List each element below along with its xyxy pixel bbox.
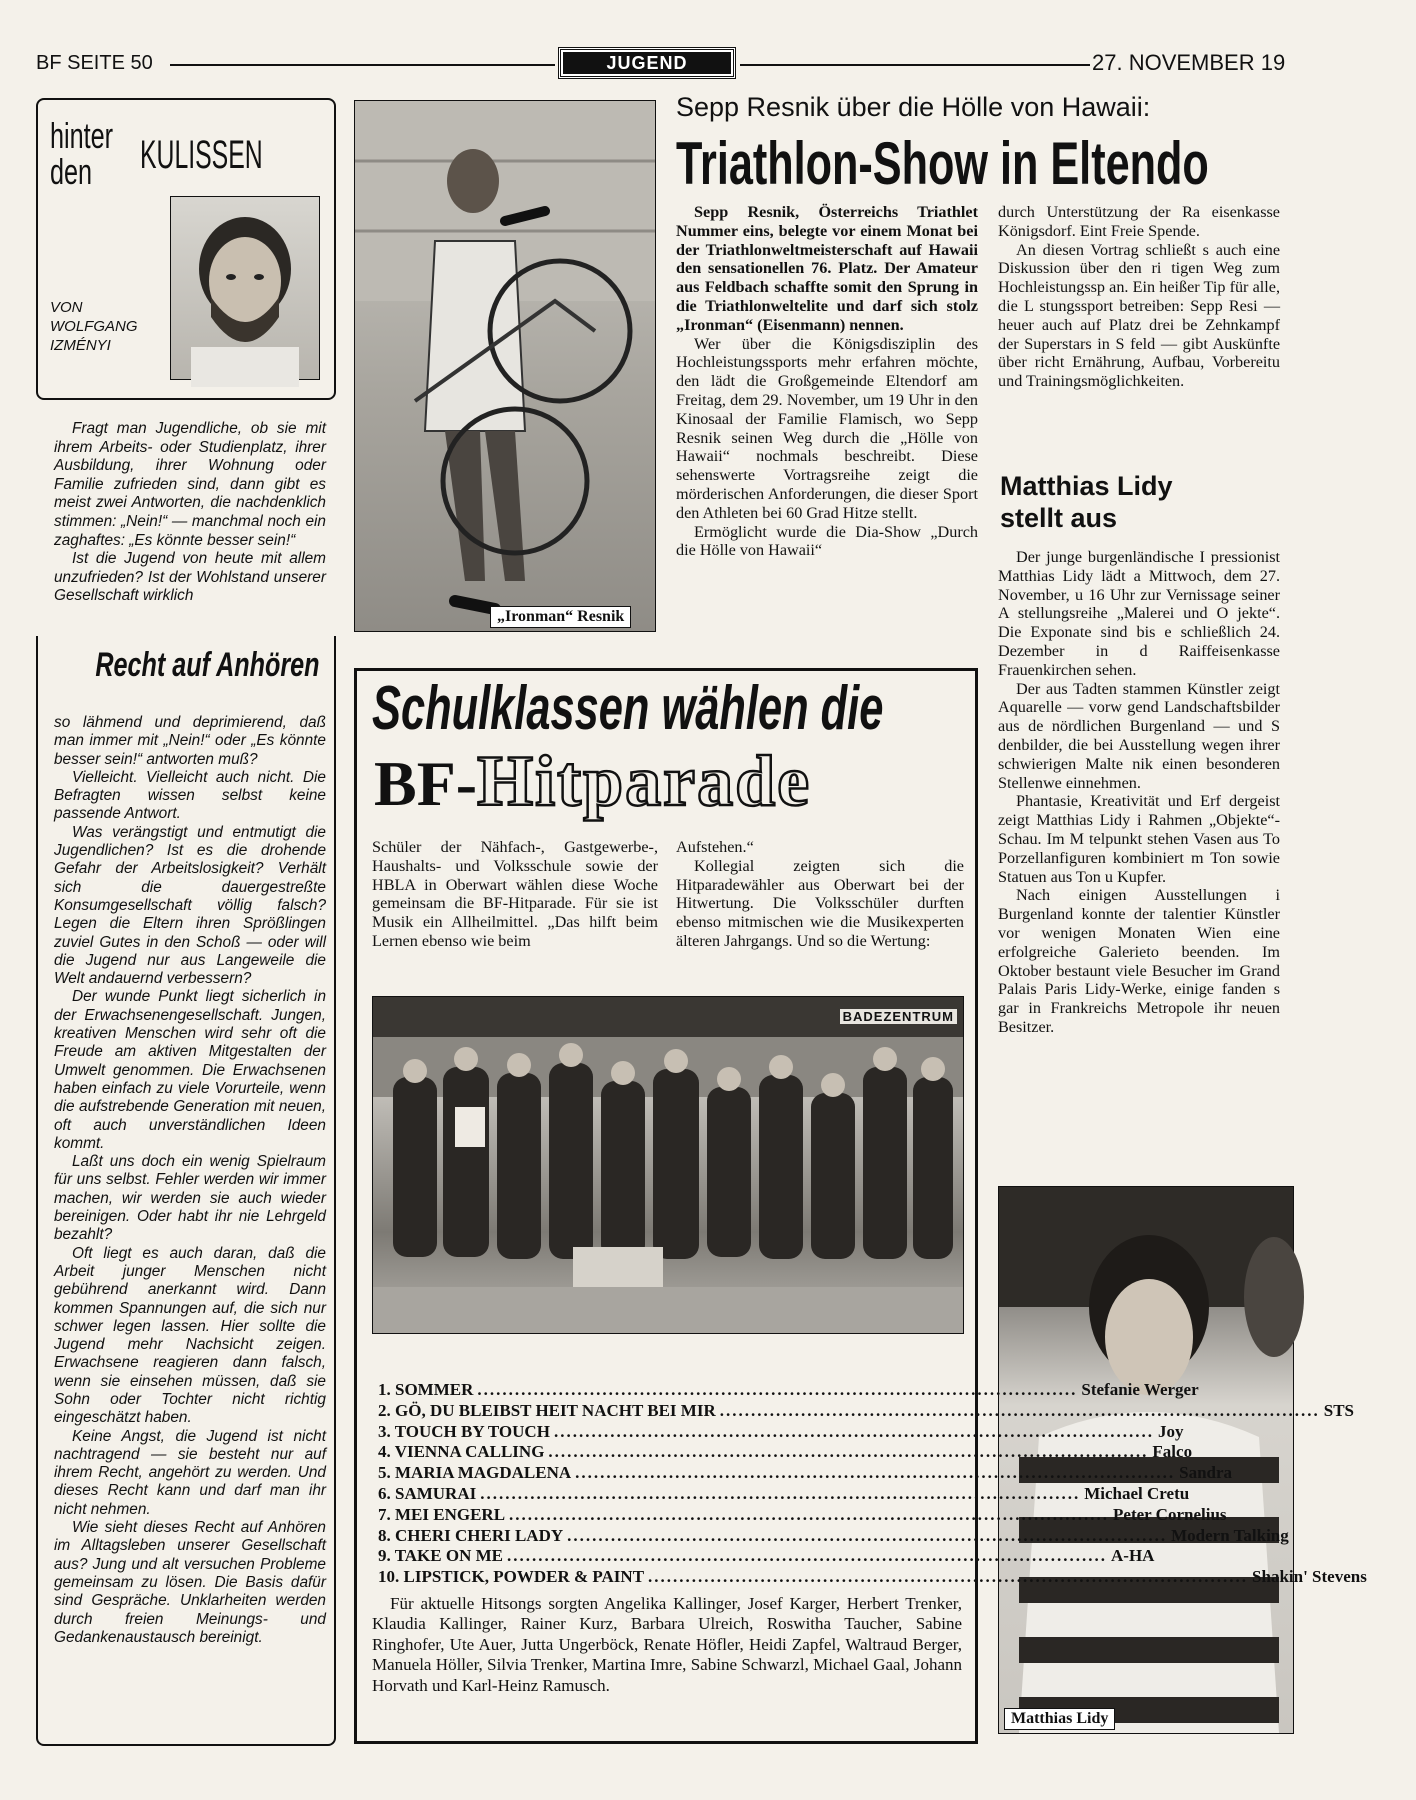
- body-para-5: Laßt uns doch ein wenig Spielraum für uns selbst. Fehler werden wir immer machen, wir werden sie auch wieder bereinigen. Oder habt ihr nie Lehrgeld bezahlt?: [54, 1153, 326, 1244]
- author-portrait-image: [171, 197, 319, 379]
- lidy-text: [998, 548, 1280, 1037]
- triathlon-col-1: [676, 203, 978, 560]
- chart-entry: [378, 1380, 1199, 1401]
- triathlon-cont-1: durch Unterstützung der Ra eisenkasse Königsdorf. Eint Freie Spende.: [998, 203, 1280, 240]
- body-para-1: so lähmend und deprimierend, daß man immer mit „Nein!“ oder „Es könnte besser sein!“ antworten muß?: [54, 714, 326, 768]
- chart-artist: STS: [1323, 1400, 1354, 1420]
- chart-entry: [378, 1483, 1190, 1505]
- chart-artist: Modern Talking: [1171, 1525, 1289, 1545]
- chart-artist: Shakin' Stevens: [1252, 1567, 1367, 1587]
- chart-artist: Falco: [1152, 1442, 1193, 1462]
- chart-leader: ................................................................................................: [507, 1546, 1107, 1566]
- chart-artist: Michael Cretu: [1084, 1483, 1190, 1503]
- chart-artist: Peter Cornelius: [1113, 1504, 1227, 1524]
- lidy-headline: [1000, 470, 1173, 534]
- chart-title: 6. SAMURAI: [378, 1483, 477, 1503]
- section-tag: [558, 47, 736, 79]
- column-author: [50, 298, 138, 355]
- column-subhead: Recht auf Anhören: [95, 646, 320, 684]
- lidy-headline-1: Matthias Lidy: [1000, 471, 1173, 501]
- schoolclass-photo: [372, 996, 964, 1334]
- chart-entry: [378, 1546, 1155, 1567]
- chart-artist: A-HA: [1111, 1546, 1155, 1566]
- hitparade-intro-2a: Aufstehen.“: [676, 838, 754, 856]
- chart-entry: [378, 1463, 1233, 1484]
- section-label: JUGEND: [563, 52, 731, 74]
- hitparade-col-1: [372, 838, 658, 951]
- hitparade-headline-2: [374, 742, 811, 823]
- column-subhead-wrap: [56, 646, 326, 685]
- chart-entry: [378, 1421, 1184, 1443]
- hitparade-bf: BF-: [374, 748, 478, 819]
- intro-para-2: Ist die Jugend von heute mit allem unzufrieden? Ist der Wohlstand unserer Gesellschaft wirklich: [54, 550, 326, 605]
- body-para-8: Wie sieht dieses Recht auf Anhören im Alltagsleben unserer Gesellschaft aus? Jung und alt versuchen Probleme gemeinsam zu lösen. Die Basis dafür sind Gespräche. Unklarheiten werden durch freien Meinungs- und Gedankenaustausch bereinigt.: [54, 1519, 326, 1646]
- issue-date: 27. NOVEMBER 19: [1092, 50, 1286, 75]
- chart-artist: Stefanie Werger: [1081, 1380, 1199, 1399]
- chart-entry: [378, 1442, 1193, 1463]
- hitparade-hit: Hitparade: [477, 741, 812, 821]
- column-intro-text: [54, 420, 326, 606]
- column-title-kulissen: KULISSEN: [140, 133, 263, 177]
- chart-leader: ................................................................................................: [719, 1400, 1320, 1420]
- body-para-2: Vielleicht. Vielleicht auch nicht. Die Befragten wissen selbst keine passende Antwort.: [54, 768, 326, 823]
- body-para-7: Keine Angst, die Jugend ist nicht nachtragend — sie besteht nur auf ihrem Recht, angehört zu werden. Und dieses Recht kann und darf man ihr nicht nehmen.: [54, 1427, 326, 1518]
- chart-title: 1. SOMMER: [378, 1380, 474, 1399]
- hitparade-headline-wrap: [372, 676, 962, 742]
- hitparade-col-2: [676, 838, 964, 951]
- body-para-3: Was verängstigt und entmutigt die Jugendlichen? Ist es die drohende Gefahr der Arbeitslosigkeit? Verhält sich die dauergestreßte Konsumgesellschaft völlig falsch? Legen die Eltern ihren Sprößlingen zuviel Gutes in den Schoß — oder will die Jugend nur aus Langeweile die Welt andauernd verbessern?: [54, 823, 326, 988]
- chart-title: 10. LIPSTICK, POWDER & PAINT: [378, 1567, 645, 1587]
- chart-title: 9. TAKE ON ME: [378, 1546, 503, 1566]
- chart-title: 2. GÖ, DU BLEIBST HEIT NACHT BEI MIR: [378, 1400, 716, 1420]
- author-first: WOLFGANG: [50, 318, 138, 335]
- chart-title: 7. MEI ENGERL: [378, 1504, 506, 1524]
- triathlon-para-2: Ermöglicht wurde die Dia-Show „Durch die Hölle von Hawaii“: [676, 522, 978, 560]
- chart-leader: ................................................................................................: [509, 1504, 1110, 1524]
- hitparade-credits: Für aktuelle Hitsongs sorgten Angelika Kallinger, Josef Karger, Herbert Trenker, Klaudia Kallinger, Rainer Kurz, Barbara Ulreich, Roswitha Taucher, Sabine Ringhofer, Ute Auer, Jutta Ungerböck, Renate Höfler, Heidi Zapfel, Waltraud Berger, Manuela Höller, Silvia Trenker, Martina Imre, Sabine Schwarzl, Michael Gaal, Johann Horvath und Karl-Heinz Ramusch.: [372, 1594, 962, 1695]
- triathlon-cont-2: An diesen Vortrag schließt s auch eine Diskussion über den ri tigen Weg zum Hochleistungssp an. Ein heißer Tip für alle, die L stungssport betreiben: Sepp Resi — heuer auch auf Platz drei be Zehnkampf der Superstars in S feld — gibt Auskünfte über richt Ernährung, Aufbau, Vorbereitu und Trainingsmöglichkeiten.: [998, 240, 1280, 391]
- lidy-headline-2: stellt aus: [1000, 503, 1118, 533]
- lidy-para-4: Nach einigen Ausstellungen i Burgenland konnte der talentier Künstler vor wenigen Monaten Wien eine erfolgreiche Galerieto beenden. Im Oktober bestaunt viele Besucher im Grand Palais Paris Lidy-Werke, einige fanden s gar in Frankreichs Metropole ihr neuen Besitzer.: [998, 886, 1280, 1036]
- lidy-para-2: Der aus Tadten stammen Künstler zeigt Aquarelle — vorw gend Landschaftsbilder aus de nördlichen Burgenland — und S denbilder, die bei Ausstellung wegen ihrer schwierigen Malte nik einen besonderen Stellenwe einnehmen.: [998, 679, 1280, 792]
- chart-leader: ................................................................................................: [480, 1483, 1081, 1503]
- author-von: VON: [50, 299, 83, 316]
- triathlon-col-2: [998, 203, 1280, 391]
- resnik-caption: „Ironman“ Resnik: [490, 606, 631, 628]
- chart-leader: ................................................................................................: [648, 1567, 1249, 1587]
- chart-leader: ................................................................................................: [575, 1463, 1176, 1483]
- page-label: BF SEITE 50: [36, 52, 153, 74]
- body-para-6: Oft liegt es auch daran, daß die Arbeit junger Menschen nicht gebührend anerkannt wird. Dann kommen Spannungen auf, die sich nur schwer legen lassen. Hier sollte die Jugend mehr Nachsicht zeigen. Erwachsene reagieren dann falsch, wenn sie einsehen müssen, daß sie Sohn oder Tochter nicht richtig eingeschätzt haben.: [54, 1244, 326, 1427]
- lidy-para-1: Der junge burgenländische I pressionist Matthias Lidy lädt a Mittwoch, dem 27. November, u 16 Uhr zur Vernissage seiner A stellungsreihe „Malerei und O jekte“. Die Exponate sind bis e schließlich 24. Dezember in d Raiffeisenkasse Frauenkirchen sehen.: [998, 548, 1280, 679]
- chart-title: 3. TOUCH BY TOUCH: [378, 1421, 550, 1441]
- chart-artist: Joy: [1157, 1421, 1184, 1441]
- badezentrum-sign: BADEZENTRUM: [840, 1009, 957, 1024]
- chart-entry: [378, 1567, 1367, 1588]
- header-rule-left: [170, 64, 555, 66]
- column-title-den: den: [50, 151, 93, 192]
- triathlon-kicker: Sepp Resnik über die Hölle von Hawaii:: [676, 92, 1151, 122]
- chart-leader: ................................................................................................: [477, 1380, 1078, 1399]
- chart-entry: [378, 1400, 1354, 1422]
- chart-artist: Sandra: [1179, 1463, 1233, 1483]
- column-body-text: [54, 714, 326, 1647]
- author-last: IZMÉNYI: [50, 337, 111, 354]
- chart-entry: [378, 1525, 1289, 1547]
- column-title-hinter: hinter: [50, 115, 114, 156]
- hitparade-intro-2b: Kollegial zeigten sich die Hitparadewähler aus Oberwart bei der Hitwertung. Die Volksschüler durften ebenso mitmischen wie die Musikexperten älteren Jahrgangs. Und so die Wertung:: [676, 856, 964, 950]
- chart-leader: ................................................................................................: [553, 1421, 1154, 1441]
- resnik-photo-image: [355, 101, 655, 631]
- hitparade-intro-1: Schüler der Nähfach-, Gastgewerbe-, Haushalts- und Volksschule sowie der HBLA in Oberwart wählen diese Woche gemeinsam die BF-Hitparade. Für sie ist Musik ein Allheilmittel. „Das hilft beim Lernen ebenso wie beim: [372, 838, 658, 950]
- chart-title: 5. MARIA MAGDALENA: [378, 1463, 572, 1483]
- chart-entry: [378, 1504, 1227, 1526]
- triathlon-headline-wrap: [676, 130, 1292, 197]
- triathlon-para-1: Wer über die Königsdisziplin des Hochleistungssports mehr erfahren möchte, den lädt die Großgemeinde Eltendorf am Freitag, dem 29. November, um 19 Uhr in den Kinosaal der Familie Flamisch, wo Sepp Resnik seinen Weg durch die „Hölle von Hawaii“ nochmals beschreibt. Diese sehenswerte Vortragsreihe zeigt die mörderischen Anforderungen, die dieser Sport den Athleten bei 60 Grad Hitze stellt.: [676, 334, 978, 522]
- header-rule-right: [740, 64, 1090, 66]
- resnik-photo: [354, 100, 656, 632]
- column-title: [50, 115, 140, 192]
- triathlon-lead: Sepp Resnik, Österreichs Triathlet Nummer eins, belegte vor einem Monat bei der Triathlonweltmeisterschaft auf Hawaii den sensationellen 76. Platz. Der Amateur aus Feldbach schaffte somit den Sprung in die Triathlonweltelite und darf sich stolz „Ironman“ (Eisenmann) nennen.: [676, 203, 978, 334]
- chart-leader: ................................................................................................: [567, 1525, 1168, 1545]
- hitparade-chart: [378, 1380, 1367, 1588]
- triathlon-headline: Triathlon-Show in Eltendo: [676, 130, 1209, 197]
- lidy-para-3: Phantasie, Kreativität und Erf dergeist zeigt Matthias Lidy i Rahmen „Objekte“-Schau. Im M telpunkt stehen Vasen aus To Porzellanfiguren kombiniert m Ton sowie Statuen aus Ton u Kupfer.: [998, 792, 1280, 886]
- body-para-4: Der wunde Punkt liegt sicherlich in der Erwachsenengesellschaft. Jungen, kreativen Menschen wird sehr oft die Freude am aktiven Mitgestalten der Umwelt genommen. Die Erwachsenen haben einfach zu viele Vorurteile, wenn die aufstrebende Generation mit neuen, oft auch unverständlichen Ideen kommt.: [54, 988, 326, 1152]
- chart-leader: ................................................................................................: [548, 1442, 1149, 1462]
- lidy-caption: Matthias Lidy: [1004, 1708, 1115, 1730]
- hitparade-headline-1: Schulklassen wählen die: [372, 674, 884, 743]
- author-portrait: [170, 196, 320, 380]
- chart-title: 8. CHERI CHERI LADY: [378, 1525, 564, 1545]
- intro-para-1: Fragt man Jugendliche, ob sie mit ihrem Arbeits- oder Studienplatz, ihrer Ausbildung, ihrer Wohnung oder Familie zufrieden sind, dann gibt es meist zwei Antworten, die nachdenklich stimmen: „Nein!“ — manchmal noch ein zaghaftes: „Es könnte besser sein!“: [54, 420, 326, 549]
- schoolclass-photo-image: [373, 997, 963, 1333]
- chart-title: 4. VIENNA CALLING: [378, 1442, 545, 1462]
